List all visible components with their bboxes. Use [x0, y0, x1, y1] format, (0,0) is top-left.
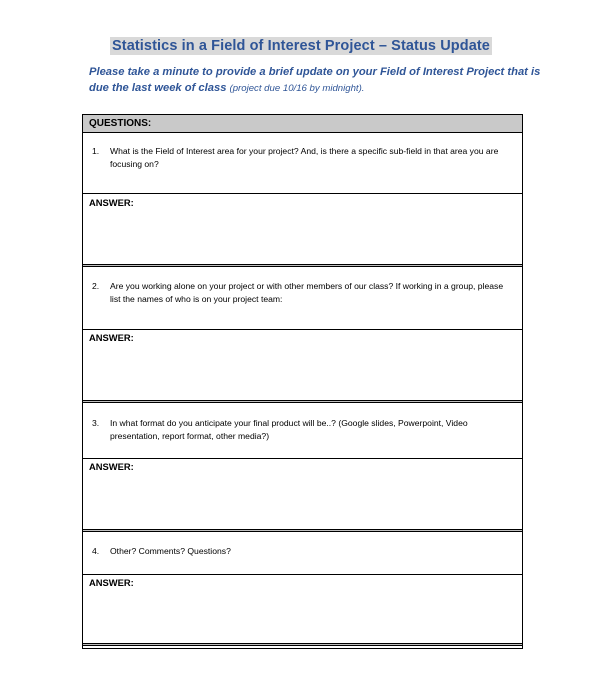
question-4: [83, 545, 522, 558]
intro-due-note: (project due 10/16 by midnight).: [229, 83, 365, 94]
question-2: [83, 280, 522, 305]
divider: [83, 458, 522, 459]
answer-label: ANSWER:: [89, 197, 134, 208]
question-number: 3.: [92, 418, 100, 428]
answer-label: ANSWER:: [89, 461, 134, 472]
intro-line: Please take a minute to provide a brief update on your Field of Interest Project that is due the last week of class: [89, 66, 541, 94]
question-1: [83, 145, 522, 170]
answer-label: ANSWER:: [89, 332, 134, 343]
question-number: 4.: [92, 546, 100, 556]
questions-header: QUESTIONS:: [83, 115, 522, 133]
question-text: In what format do you anticipate your final product will be..? (Google slides, Powerpoint, Video presentation, report format, other media?): [110, 418, 468, 441]
question-text: Are you working alone on your project or with other members of our class? If working in a group, please list the names of who is on your project team:: [110, 281, 504, 304]
question-3: [83, 417, 522, 442]
title-area: [0, 37, 602, 55]
divider: [83, 574, 522, 575]
section-divider: [83, 643, 522, 646]
section-divider: [83, 529, 522, 532]
question-text: Other? Comments? Questions?: [110, 546, 231, 556]
question-number: 2.: [92, 281, 100, 291]
answer-label: ANSWER:: [89, 577, 134, 588]
section-divider: [83, 264, 522, 267]
intro-text: [89, 64, 549, 97]
question-number: 1.: [92, 146, 100, 156]
question-text: What is the Field of Interest area for your project? And, is there a specific sub-field in that area you are focusing on?: [110, 146, 499, 169]
divider: [83, 193, 522, 194]
status-form: [82, 114, 523, 649]
divider: [83, 329, 522, 330]
page-title: Statistics in a Field of Interest Project – Status Update: [112, 38, 490, 54]
section-divider: [83, 400, 522, 403]
